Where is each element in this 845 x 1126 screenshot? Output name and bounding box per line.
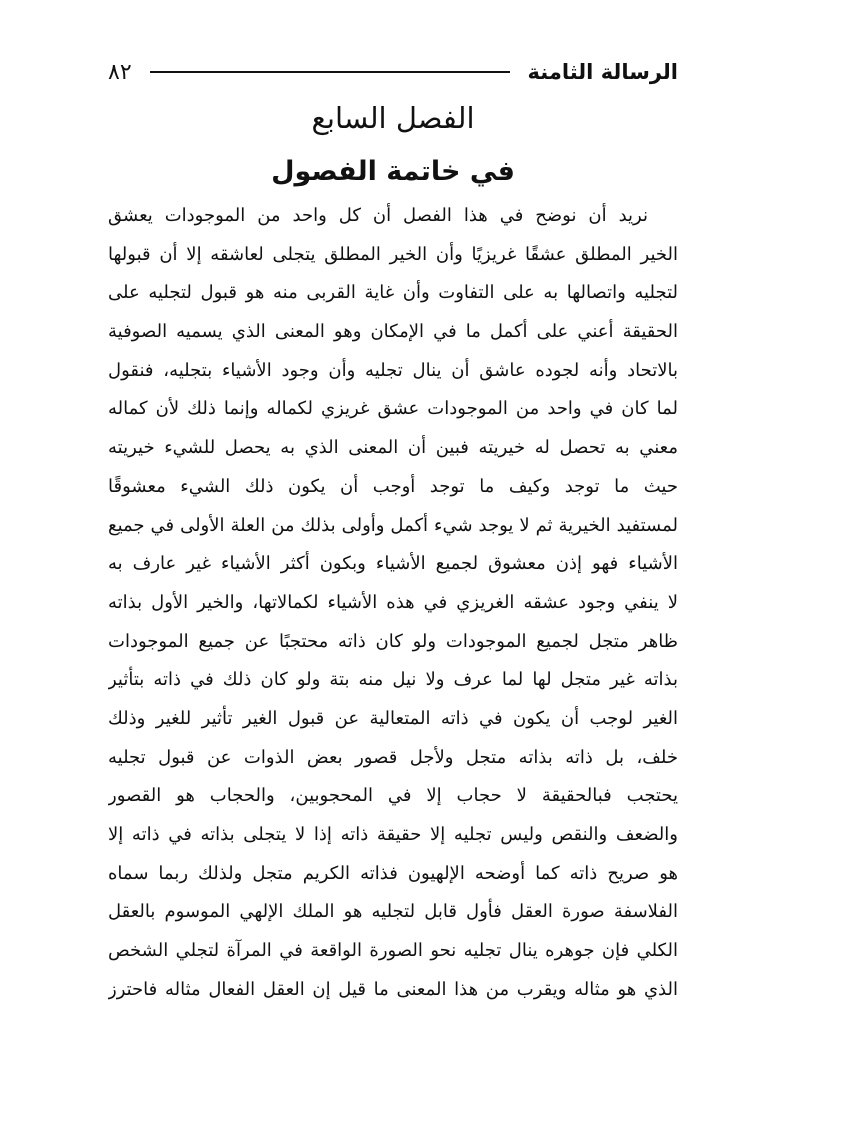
body-line: الغير لوجب أن يكون في ذاته المتعالية عن قبول الغير تأثير للغير وذلك [108, 707, 678, 729]
body-line: الأشياء فهو إذن معشوق لجميع الأشياء وبكون أكثر الأشياء غير عارف به [108, 553, 678, 575]
header-rule [150, 71, 510, 73]
body-line: ظاهر متجل لجميع الموجودات ولو كان ذاته محتجبًا عن جميع الموجودات [108, 630, 678, 652]
body-line: بذاته غير متجل لها لما عرف ولا نيل منه بتة ولو كان ذلك في ذاته بتأثير [108, 669, 678, 691]
body-line: الفلاسفة صورة العقل فأول قابل لتجليه هو الملك الإلهي الموسوم بالعقل [108, 901, 678, 923]
body-line: الحقيقة أعني على أكمل ما في الإمكان وهو المعنى الذي يسميه الصوفية [108, 321, 678, 343]
body-line: والضعف والنقص وليس تجليه إلا حقيقة ذاته إذا لا يتجلى بذاته في ذاته إلا [108, 824, 678, 845]
body-line: الذي هو مثاله ويقرب من هذا المعنى ما قيل إن العقل الفعال مثاله فاحترز [108, 978, 678, 1000]
body-line: يحتجب فبالحقيقة لا حجاب إلا في المحجوبين، والحجاب هو القصور [108, 785, 678, 807]
body-line: لمستفيد الخيرية ثم لا يوجد شيء أكمل وأولى بذلك من العلة الأولى في جميع [108, 514, 678, 536]
chapter-title: الفصل السابع [311, 101, 475, 135]
running-header [108, 52, 678, 92]
section-title: في خاتمة الفصول [271, 156, 515, 187]
body-line: خلف، بل ذاته بذاته متجل ولأجل قصور بعض الذوات عن قبول تجليه [108, 746, 678, 768]
body-line: لتجليه واتصالها به على التفاوت وأن غاية القربى منه هو قبول لتجليه على [108, 282, 678, 304]
body-line: معني به تحصل له خيريته فبين أن المعنى الذي به يحصل للشيء خيريته [108, 437, 678, 459]
page-number: ٨٢ [108, 59, 132, 85]
body-line: حيث ما توجد وكيف ما توجد أوجب أن يكون ذلك الشيء معشوقًا [108, 475, 678, 497]
body-text [108, 197, 678, 1009]
body-line: بالاتحاد وأنه لجوده عاشق أن ينال تجليه وأن وجود الأشياء بتجليه، فنقول [108, 359, 678, 381]
body-line: لما كان في واحد من الموجودات عشق غريزي لكماله وإنما ذلك لأن كماله [108, 398, 678, 420]
body-line: هو صريح ذاته كما أوضحه الإلهيون فذاته الكريم متجل ولذلك ربما سماه [108, 862, 678, 884]
body-line: الكلي فإن جوهره ينال تجليه نحو الصورة الواقعة في المرآة لتجلي الشخص [108, 940, 678, 962]
body-line: لا ينفي وجود عشقه الغريزي في هذه الأشياء لكمالاتها، والخير الأول بذاته [108, 591, 678, 613]
running-header-title: الرسالة الثامنة [527, 60, 678, 84]
body-line: نريد أن نوضح في هذا الفصل أن كل واحد من الموجودات يعشق [108, 205, 648, 226]
body-line: الخير المطلق عشقًا غريزيًا وأن الخير المطلق يتجلى لعاشقه إلا أن قبولها [108, 243, 678, 265]
